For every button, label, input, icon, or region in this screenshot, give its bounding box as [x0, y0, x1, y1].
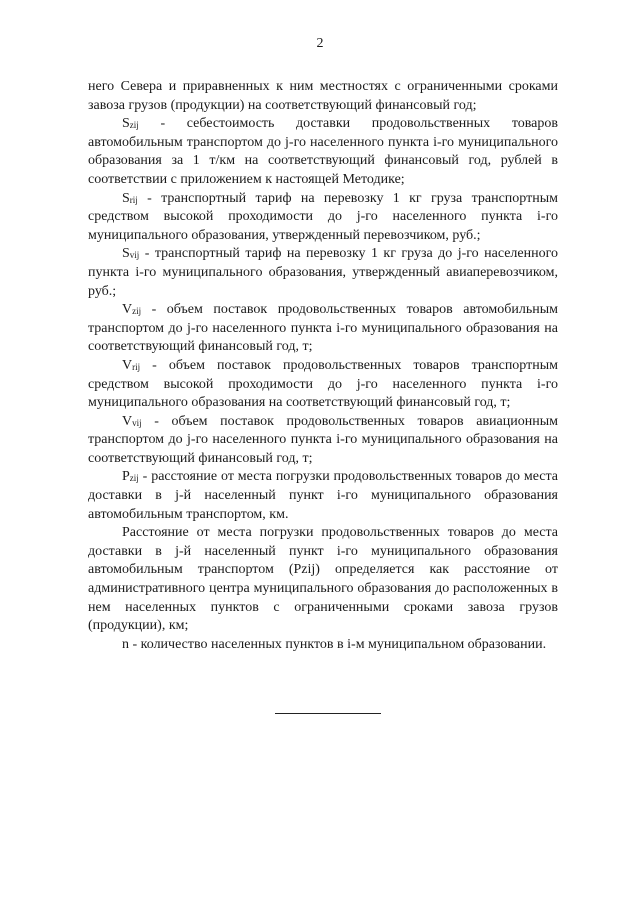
definition-s-rij: [88, 190, 558, 246]
formula-symbol: $S_{rij}$: [122, 190, 138, 206]
definition-text: - себестоимость доставки продовольственных товаров автомобильным транспортом до j-го населенного пункта i-го муниципального образования за 1 т/км на соответствующий финансовый год, рублей в соответствии с приложением к настоящей Методике;: [88, 116, 558, 187]
paragraph-text: него Севера и приравненных к ним местностях с ограниченными сроками завоза грузов (продукции) на соответствующий финансовый год;: [88, 79, 558, 113]
definition-v-vij: [88, 413, 558, 469]
definition-text: - объем поставок продовольственных товаров транспортным средством высокой проходимости до j-го населенного пункта i-го муниципального образования на соответствующий финансовый год, т;: [88, 357, 558, 411]
formula-symbol: $S_{vij}$: [122, 246, 140, 262]
paragraph-distance: [88, 524, 558, 636]
definition-p-zij: [88, 468, 558, 524]
formula-symbol: $V_{rij}$: [122, 357, 141, 373]
definition-s-zij: [88, 115, 558, 189]
paragraph-text: n - количество населенных пунктов в i-м муниципальном образовании.: [122, 636, 547, 652]
paragraph-continuation: [88, 78, 558, 115]
definition-text: - объем поставок продовольственных товаров авиационным транспортом до j-го населенного пункта i-го муниципального образования на соответствующий финансовый год, т;: [88, 413, 558, 466]
paragraph-text: Расстояние от места погрузки продовольственных товаров до места доставки в j-й населенный пункт i-го муниципального образования автомобильным транспортом (Pzij) определяется как расстояние от административного центра муниципального образования до расположенных в нем населенных пунктов с ограниченными сроками завоза грузов (продукции), км;: [88, 525, 558, 634]
formula-symbol: $S_{zij}$: [122, 116, 139, 132]
definition-text: - объем поставок продовольственных товаров автомобильным транспортом до j-го населенного пункта i-го муниципального образования на соответствующий финансовый год, т;: [88, 302, 558, 355]
definition-text: - расстояние от места погрузки продовольственных товаров до места доставки в j-й населенный пункт i-го муниципального образования автомобильным транспортом, км.: [88, 469, 558, 522]
end-divider: [275, 713, 381, 714]
formula-symbol: $V_{vij}$: [122, 413, 142, 429]
formula-symbol: $V_{zij}$: [122, 302, 142, 318]
document-body: [88, 78, 558, 654]
definition-v-zij: [88, 301, 558, 357]
definition-text: - транспортный тариф на перевозку 1 кг груза до j-го населенного пункта i-го муниципального образования, утвержденный авиаперевозчиком, руб.;: [88, 246, 558, 299]
definition-s-vij: [88, 245, 558, 301]
definition-v-rij: [88, 357, 558, 413]
definition-n: [88, 636, 558, 655]
page-number: 2: [316, 36, 324, 51]
definition-text: - транспортный тариф на перевозку 1 кг груза транспортным средством высокой проходимости до j-го населенного пункта i-го муниципального образования, утвержденный перевозчиком, руб.;: [88, 190, 558, 243]
formula-symbol: $P_{zij}$: [122, 469, 139, 485]
